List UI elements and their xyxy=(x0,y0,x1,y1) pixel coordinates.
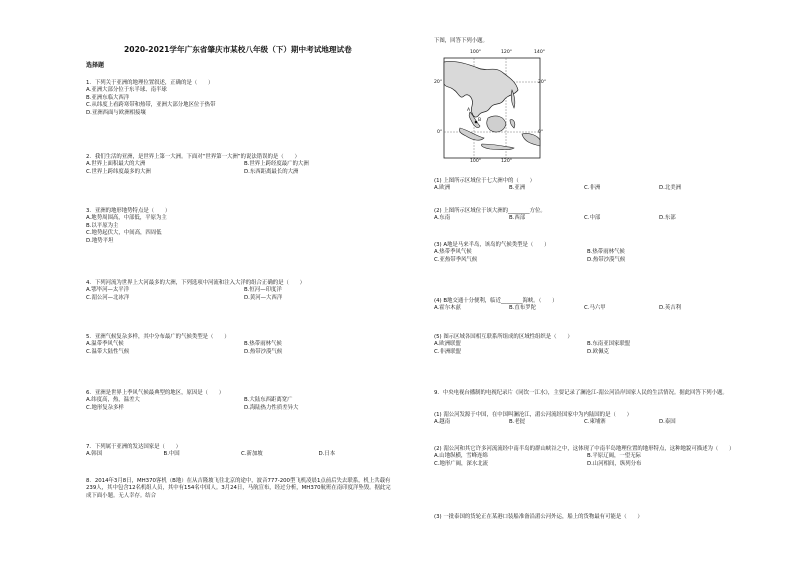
option-b[interactable]: B.直布罗陀 xyxy=(509,305,536,312)
option-c[interactable]: C.从纬度上看跨寒带和热带，亚洲大部分地区位于热带 xyxy=(86,102,216,109)
question-stem: 1．下列关于亚洲的地理位置叙述，正确的是（ ） xyxy=(86,80,214,86)
option-a[interactable]: A.东南 xyxy=(434,215,451,222)
option-b[interactable]: B.东南亚国家联盟 xyxy=(587,341,631,348)
lon-label: 100° xyxy=(470,159,482,164)
option-a[interactable]: A.亚洲大部分位于东半球、南半球 xyxy=(86,87,167,94)
river-question-2 xyxy=(434,446,734,468)
lon-label: 100° xyxy=(470,50,482,55)
option-a[interactable]: A.欧洲联盟 xyxy=(434,341,461,348)
question-stem: 4．下列河流为世界上大河最多的大洲，下列选项中河流和注入大洋的组合正确的是（ ） xyxy=(86,280,306,286)
map-question-4 xyxy=(434,298,734,313)
right-header: 下图，回答下列小题。 xyxy=(434,38,488,44)
river-question-3 xyxy=(434,514,734,521)
question-8-passage: 8．2014年3月8日，MH370客机（B地）在从吉隆坡飞往北京的途中，波音777-200型飞机凌晨1点前后失去联系，机上共载有239人，其中包含12名机组人员，其中有154名中国人。3月24日，马航宣布，经过分析，MH370航班在南印度洋坠毁。据此完成下面小题。无人幸存。结合 xyxy=(86,478,391,499)
option-a[interactable]: A.温带季风气候 xyxy=(86,341,124,348)
southeast-asia-map xyxy=(434,50,546,168)
question-stem: 5．亚洲气候复杂多样，其中分布最广的气候类型是（ ） xyxy=(86,334,230,340)
borneo-island xyxy=(487,116,506,132)
option-d[interactable]: D.热带沙漠气候 xyxy=(244,348,283,355)
option-b[interactable]: B.世界上跨经度最广的大洲 xyxy=(244,161,309,168)
map-question-3 xyxy=(434,242,734,264)
question-stem: (5) 图示区域各国相互联系所组成的区域性组织是（ ） xyxy=(434,334,573,340)
question-6 xyxy=(86,390,396,412)
option-d[interactable]: D.黄河—大西洋 xyxy=(244,294,283,301)
option-b[interactable]: B.西部 xyxy=(509,215,526,222)
question-1 xyxy=(86,80,396,117)
option-d[interactable]: D.英吉利 xyxy=(659,305,682,312)
question-stem: (2) 湄公河和其它许多河流流经中南半岛的群山峡谷之中，这体现了中南半岛地理位置的地形特点，这种地貌可描述为（ ） xyxy=(434,446,735,452)
lon-label: 120° xyxy=(501,159,513,164)
option-a[interactable]: A.霍尔木兹 xyxy=(434,305,461,312)
left-column xyxy=(86,0,396,562)
lat-label: 20° xyxy=(538,80,547,85)
option-c[interactable]: C.非洲 xyxy=(584,185,601,192)
question-9-passage: 9．中央电视台播制的电视纪录片《同饮一江水》，主要记录了澜沧江-湄公河沿岸国家人民的生活情况。据此回答下列小题。 xyxy=(434,390,728,396)
option-c[interactable]: C.湄公河—北冰洋 xyxy=(86,294,130,301)
lat-label: 0° xyxy=(437,130,443,135)
question-stem: (2) 上图所示区域位于该大洲的________方位。 xyxy=(434,208,546,214)
option-d[interactable]: D.山河相间，纵列分布 xyxy=(587,460,642,467)
option-b[interactable]: B.恒河—印度洋 xyxy=(244,287,282,294)
option-a[interactable]: A.世界上面积最大的大洲 xyxy=(86,161,146,168)
option-a[interactable]: A.地势周围高，中部低，平原为主 xyxy=(86,215,167,222)
lat-label: 0° xyxy=(538,130,544,135)
point-b-marker xyxy=(475,121,478,124)
option-a[interactable]: A.鄂毕河—太平洋 xyxy=(86,287,130,294)
option-d[interactable]: D.泰国 xyxy=(659,419,676,426)
question-3 xyxy=(86,208,396,245)
option-d[interactable]: D.北美洲 xyxy=(659,185,682,192)
section-heading: 选择题 xyxy=(86,62,105,69)
map-question-2 xyxy=(434,208,734,223)
option-a[interactable]: A.欧洲 xyxy=(434,185,451,192)
new-guinea-island xyxy=(522,133,540,146)
option-b[interactable]: B.平原辽阔，一望无际 xyxy=(587,453,641,460)
sulawesi-island xyxy=(510,120,515,128)
option-a[interactable]: A.山地纵横，雪峰连绵 xyxy=(434,453,488,460)
point-a-label: A xyxy=(467,108,471,113)
option-a[interactable]: A.韩国 xyxy=(86,451,103,458)
option-b[interactable]: B.亚洲东临大西洋 xyxy=(86,94,130,101)
question-stem: (3) 一批泰国的货轮正在某港口装船准备沿湄公河外运，船上的货物最有可能是（ ） xyxy=(434,514,643,520)
river-question-1 xyxy=(434,412,734,427)
option-d[interactable]: D.海陆热力性质差异大 xyxy=(244,404,299,411)
lat-label: 20° xyxy=(434,80,443,85)
map-question-5 xyxy=(434,334,734,356)
question-4 xyxy=(86,280,396,302)
option-c[interactable]: C.亚热带季风气候 xyxy=(434,256,478,263)
option-a[interactable]: A.纬度高，热，温差大 xyxy=(86,397,140,404)
question-stem: (4) B地交通十分便利，临近________海峡。（ ） xyxy=(434,298,558,304)
option-b[interactable]: B.老挝 xyxy=(509,419,526,426)
option-d[interactable]: D.欧佩克 xyxy=(587,348,610,355)
map-question-1 xyxy=(434,178,734,193)
question-stem: 2．我们生活的亚洲，是世界上第一大洲。下面对“世界第一大洲”的说法错误的是（ ） xyxy=(86,154,300,160)
option-c[interactable]: C.温带大陆性气候 xyxy=(86,348,130,355)
option-d[interactable]: D.东西距离最长的大洲 xyxy=(244,168,299,175)
question-2 xyxy=(86,154,396,176)
question-stem: 3．亚洲的地形地势特点是（ ） xyxy=(86,208,171,214)
question-5 xyxy=(86,334,396,356)
question-stem: (1) 湄公河发源于中国，在中国叫澜沧江，湄公河流经国家中为内陆国的是（ ） xyxy=(434,412,633,418)
option-c[interactable]: C.中部 xyxy=(584,215,601,222)
option-c[interactable]: C.地形复杂多样 xyxy=(86,404,124,411)
option-c[interactable]: C.马六甲 xyxy=(584,305,606,312)
option-c[interactable]: C.世界上跨纬度最多的大洲 xyxy=(86,168,151,175)
option-c[interactable]: C.柬埔寨 xyxy=(584,419,606,426)
option-b[interactable]: B.以平原为主 xyxy=(86,222,119,229)
option-c[interactable]: C.新加坡 xyxy=(241,451,263,458)
option-c[interactable]: C.地势起伏大，中间高，四周低 xyxy=(86,230,162,237)
option-b[interactable]: B.热带雨林气候 xyxy=(244,341,282,348)
sumatra-island xyxy=(459,128,484,140)
page-title: 2020-2021学年广东省肇庆市某校八年级（下）期中考试地理试卷 xyxy=(124,45,352,54)
question-stem: 7．下列属于亚洲的发达国家是（ ） xyxy=(86,444,182,450)
option-a[interactable]: A.热带季风气候 xyxy=(434,249,472,256)
option-b[interactable]: B.亚洲 xyxy=(509,185,526,192)
option-c[interactable]: C.地形广阔，深水北流 xyxy=(434,460,488,467)
option-d[interactable]: D.日本 xyxy=(318,451,336,458)
option-c[interactable]: C.非洲联盟 xyxy=(434,348,462,355)
question-stem: (1) 上图所示区域位于七大洲中的（ ） xyxy=(434,178,535,184)
right-column xyxy=(434,0,734,562)
option-b[interactable]: B.中国 xyxy=(163,451,180,458)
option-d[interactable]: D.东部 xyxy=(659,215,676,222)
question-stem: 6．亚洲是世界上季风气候最典型的地区，原因是（ ） xyxy=(86,390,225,396)
map-figure xyxy=(434,50,546,168)
option-d[interactable]: D.亚洲西面与欧洲相接壤 xyxy=(86,109,146,116)
option-b[interactable]: B.大陆东西距离宽广 xyxy=(244,397,293,404)
mainland-landmass xyxy=(444,61,518,117)
question-stem: (3) A地是马来半岛，该岛的气候类型是（ ） xyxy=(434,242,550,248)
option-d[interactable]: D.地势平坦 xyxy=(86,237,114,244)
point-b-label: B xyxy=(478,118,482,123)
option-b[interactable]: B.热带雨林气候 xyxy=(587,249,625,256)
lon-label: 140° xyxy=(534,50,546,55)
option-d[interactable]: D.热带沙漠气候 xyxy=(587,256,626,263)
question-7 xyxy=(86,444,396,459)
java-island xyxy=(481,144,514,150)
option-a[interactable]: A.越南 xyxy=(434,419,451,426)
lon-label: 120° xyxy=(501,50,513,55)
